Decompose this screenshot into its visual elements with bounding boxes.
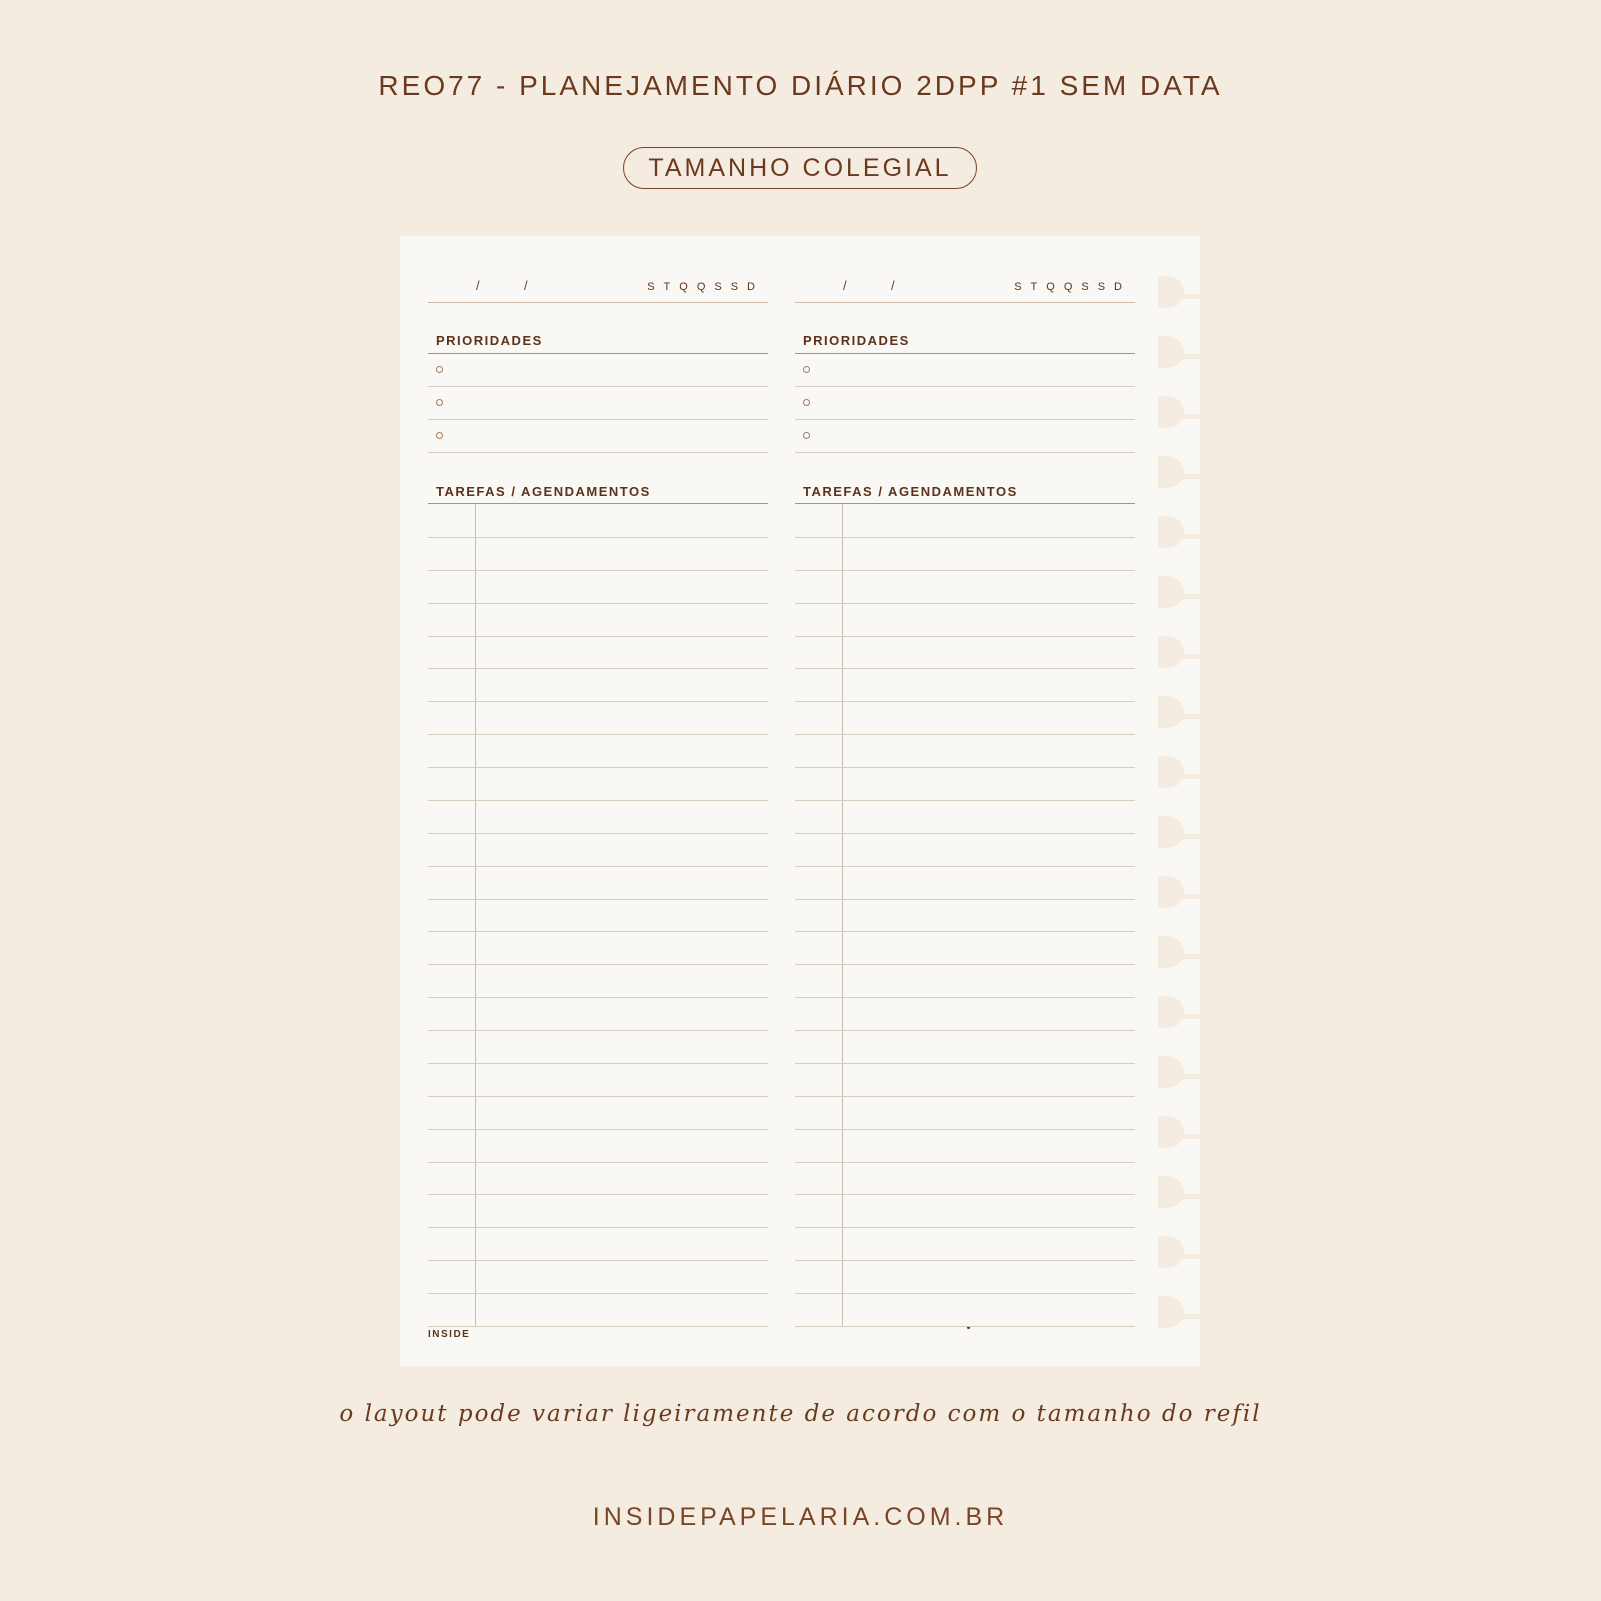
task-line[interactable] [795,570,1135,571]
ring-tab [1158,696,1200,730]
task-line[interactable] [428,1260,768,1261]
tasks-rule [428,503,768,504]
task-line[interactable] [795,636,1135,637]
task-line[interactable] [795,1063,1135,1064]
task-line[interactable] [795,1227,1135,1228]
task-line[interactable] [795,866,1135,867]
task-line[interactable] [428,537,768,538]
task-line[interactable] [428,1293,768,1294]
weekday-letters: STQQSSD [647,281,764,293]
priority-line[interactable] [795,419,1135,420]
planner-sheet [400,236,1200,1366]
priority-line[interactable] [795,386,1135,387]
task-line[interactable] [428,931,768,932]
tasks-rule [795,503,1135,504]
task-line[interactable] [428,570,768,571]
task-line[interactable] [795,701,1135,702]
priority-line[interactable] [428,419,768,420]
ring-tab [1158,1176,1200,1210]
tasks-title: TAREFAS / AGENDAMENTOS [803,484,1018,499]
planner-page-right [795,236,1135,1366]
task-line[interactable] [428,899,768,900]
task-line[interactable] [428,734,768,735]
task-line[interactable] [428,1162,768,1163]
priority-line[interactable] [428,452,768,453]
priorities-rule [795,353,1135,354]
task-line[interactable] [795,1293,1135,1294]
date-row[interactable] [428,276,768,303]
task-line[interactable] [795,899,1135,900]
task-line[interactable] [795,931,1135,932]
brand-mark: INSIDE [428,1329,471,1340]
layout-note: o layout pode variar ligeiramente de acordo com o tamanho do refil [339,1401,1262,1427]
task-line[interactable] [795,964,1135,965]
ring-tab [1158,276,1200,310]
task-line[interactable] [428,866,768,867]
ring-tab [1158,936,1200,970]
task-line[interactable] [795,1194,1135,1195]
priorities-rule [428,353,768,354]
ring-tab [1158,396,1200,430]
task-line[interactable] [795,537,1135,538]
ring-tab [1158,1296,1200,1330]
ring-tab [1158,816,1200,850]
task-line[interactable] [428,603,768,604]
task-line[interactable] [795,1030,1135,1031]
priority-bullet[interactable] [436,399,443,406]
time-column-divider [842,504,843,1326]
date-slash: / [843,278,847,293]
task-line[interactable] [428,800,768,801]
task-line[interactable] [428,1194,768,1195]
ring-tab [1158,456,1200,490]
task-line[interactable] [795,668,1135,669]
date-slash: / [891,278,895,293]
task-line[interactable] [428,1326,768,1327]
priority-bullet[interactable] [803,432,810,439]
priorities-title: PRIORIDADES [803,333,910,348]
task-line[interactable] [428,1063,768,1064]
weekday-letters: STQQSSD [1014,281,1131,293]
task-line[interactable] [795,800,1135,801]
task-line[interactable] [795,1260,1135,1261]
priority-bullet[interactable] [436,432,443,439]
task-line[interactable] [428,1227,768,1228]
priorities-title: PRIORIDADES [436,333,543,348]
priority-bullet[interactable] [803,399,810,406]
ring-tab [1158,996,1200,1030]
ring-tab [1158,1116,1200,1150]
ring-tab [1158,1236,1200,1270]
ring-tab [1158,1056,1200,1090]
size-badge: TAMANHO COLEGIAL [623,147,977,189]
task-line[interactable] [428,1129,768,1130]
time-column-divider [475,504,476,1326]
task-line[interactable] [795,734,1135,735]
task-line[interactable] [795,767,1135,768]
priority-bullet[interactable] [436,366,443,373]
date-slash: / [476,278,480,293]
ring-tab [1158,576,1200,610]
task-line[interactable] [428,997,768,998]
task-line[interactable] [428,636,768,637]
task-line[interactable] [428,964,768,965]
task-line[interactable] [428,668,768,669]
task-line[interactable] [795,1096,1135,1097]
page-title: REO77 - PLANEJAMENTO DIÁRIO 2DPP #1 SEM DATA [378,70,1223,101]
date-slash: / [524,278,528,293]
task-line[interactable] [795,1326,1135,1327]
ring-tab [1158,636,1200,670]
priority-line[interactable] [428,386,768,387]
task-line[interactable] [428,1030,768,1031]
task-line[interactable] [795,997,1135,998]
task-line[interactable] [795,833,1135,834]
task-line[interactable] [795,603,1135,604]
date-row[interactable] [795,276,1135,303]
task-line[interactable] [795,1162,1135,1163]
task-line[interactable] [428,767,768,768]
ring-tab [1158,756,1200,790]
website-link[interactable]: INSIDEPAPELARIA.COM.BR [592,1503,1009,1531]
task-line[interactable] [428,833,768,834]
task-line[interactable] [428,1096,768,1097]
priority-line[interactable] [795,452,1135,453]
ring-tab [1158,876,1200,910]
tasks-title: TAREFAS / AGENDAMENTOS [436,484,651,499]
task-line[interactable] [795,1129,1135,1130]
priority-bullet[interactable] [803,366,810,373]
task-line[interactable] [428,701,768,702]
ring-tab [1158,336,1200,370]
ring-tab [1158,516,1200,550]
planner-page-left [428,236,768,1366]
